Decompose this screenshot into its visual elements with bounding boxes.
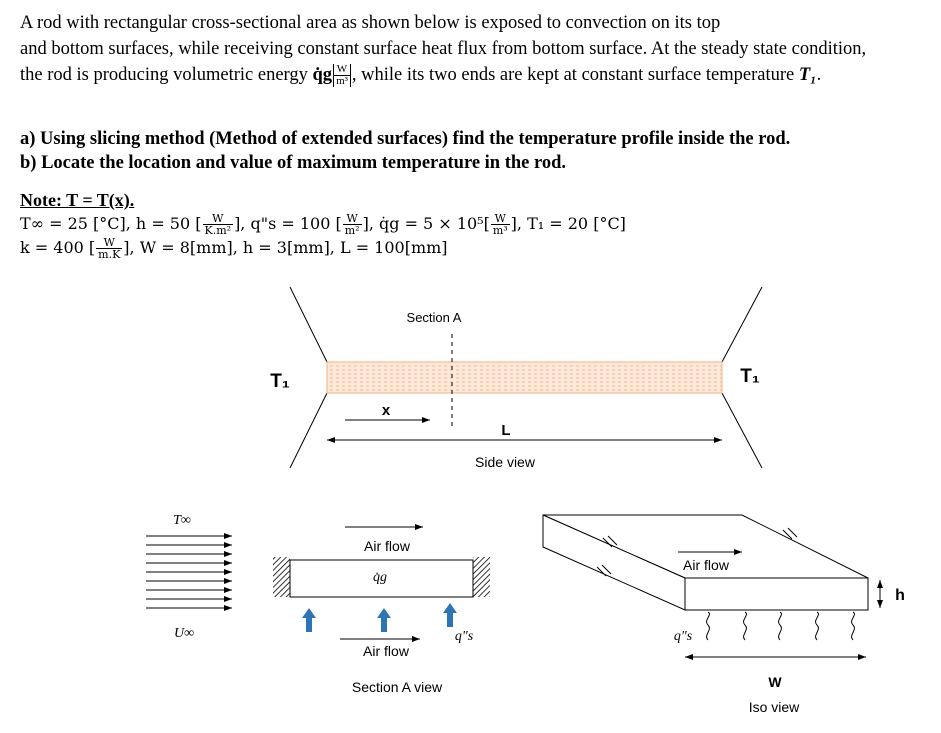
right-boundary-lower — [722, 393, 762, 468]
section-a-label: Section A — [406, 310, 462, 325]
given-qg: ], q̇g = 5 × 10⁵[ — [362, 214, 490, 233]
t1-symbol: T₁ — [798, 65, 817, 85]
left-wall — [273, 557, 290, 597]
given-tinf-h: T∞ = 25 [°C], h = 50 [ — [20, 214, 202, 233]
side-view — [270, 287, 762, 470]
h-label: h — [895, 587, 905, 604]
unit-qs: $\frac{W}{\text{m²}}$ — [344, 212, 360, 237]
heat-flux-squiggle-icon — [744, 612, 747, 640]
w-label: W — [768, 674, 782, 690]
t-inf-label: T∞ — [173, 513, 191, 528]
rod-side — [327, 362, 722, 393]
qg-unit: $\frac{W}{\text{m³}}$ — [333, 64, 351, 87]
section-a-view-caption: Section A view — [351, 679, 443, 695]
rod-front-face — [685, 578, 868, 610]
unit-qg: $\frac{W}{\text{m³}}$ — [492, 212, 508, 237]
l-label: L — [501, 422, 511, 439]
task-a: a) Using slicing method (Method of extended surfaces) find the temperature profile inside the rod. — [20, 129, 791, 149]
problem-line-2: and bottom surfaces, while receiving constant surface heat flux from bottom surface. At the steady state condition, — [20, 39, 867, 59]
left-boundary-upper — [290, 287, 327, 362]
heat-flux-arrow-icon — [377, 608, 391, 632]
given-t1: ], T₁ = 20 [°C] — [510, 214, 626, 233]
unit-h: $\frac{W}{\text{K.m²}}$ — [204, 212, 232, 237]
side-view-caption: Side view — [475, 454, 535, 470]
air-flow-iso-label: Air flow — [683, 557, 729, 573]
qg-label: q̇g — [373, 570, 387, 585]
heat-flux-squiggle-icon — [707, 612, 710, 640]
problem-line-1: A rod with rectangular cross-sectional area as shown below is exposed to convection on its top — [20, 13, 721, 33]
iso-view-caption: Iso view — [748, 699, 800, 715]
x-label: x — [381, 402, 391, 419]
t1-left-label: T₁ — [270, 371, 290, 392]
task-b: b) Locate the location and value of maximum temperature in the rod. — [20, 153, 567, 173]
free-stream — [146, 513, 232, 641]
air-flow-top-label: Air flow — [364, 538, 410, 554]
given-dimensions: ], W = 8[mm], h = 3[mm], L = 100[mm] — [123, 238, 448, 257]
heat-flux-squiggle-icon — [816, 612, 819, 640]
iso-view — [543, 515, 905, 715]
note-title: Note: T = T(x). — [20, 190, 135, 210]
problem-line-3-middle: , while its two ends are kept at constant surface temperature — [351, 65, 799, 85]
heat-flux-arrow-icon — [302, 608, 316, 632]
given-qs: ], q"s = 100 [ — [234, 214, 342, 233]
right-wall — [473, 557, 490, 597]
air-flow-bottom-label: Air flow — [363, 643, 409, 659]
t1-right-label: T₁ — [740, 366, 760, 387]
heat-flux-arrows — [302, 603, 457, 632]
given-k: k = 400 [ — [20, 238, 96, 257]
heat-flux-arrow-icon — [443, 603, 457, 627]
heat-flux-squiggle-icon — [852, 612, 855, 640]
flow-arrows — [146, 536, 232, 608]
heat-flux-squiggles — [707, 612, 855, 640]
unit-k: $\frac{W}{m.K}$ — [98, 236, 121, 261]
qs-section-label: q"s — [454, 629, 474, 644]
u-inf-label: U∞ — [173, 626, 195, 641]
qs-iso-label: q"s — [673, 629, 693, 644]
problem-line-3-start: the rod is producing volumetric energy — [20, 65, 313, 85]
qg-symbol: q̇g — [312, 65, 333, 85]
problem-line-3-end: . — [816, 65, 822, 85]
left-boundary-lower — [290, 393, 327, 468]
right-boundary-upper — [722, 287, 762, 362]
section-a-view — [273, 527, 490, 695]
heat-flux-squiggle-icon — [779, 612, 782, 640]
